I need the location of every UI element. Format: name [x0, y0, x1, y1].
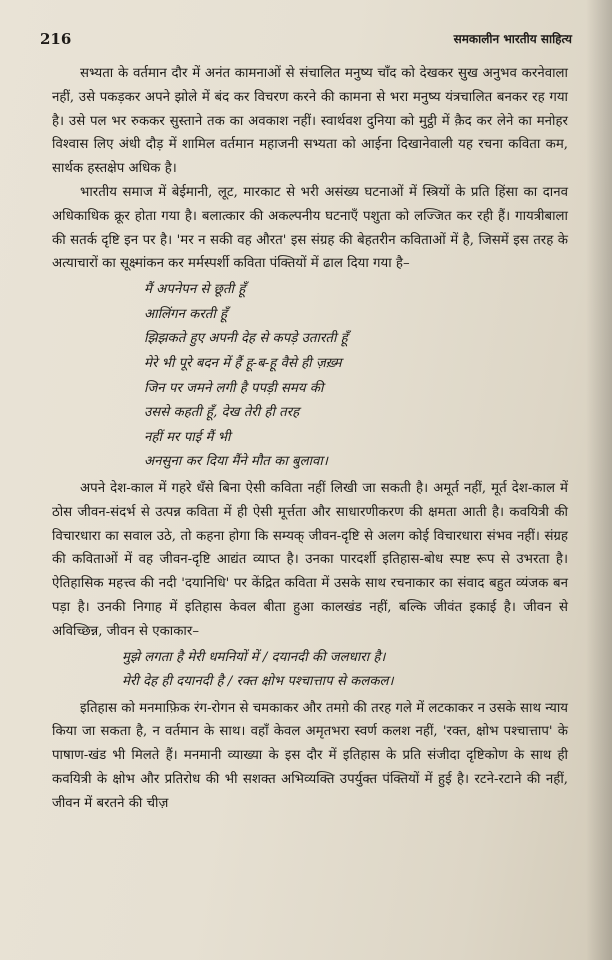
paragraph-1: सभ्यता के वर्तमान दौर में अनंत कामनाओं से संचालित मनुष्य चाँद को देखकर सुख अनुभव करनेवाला नहीं, उसे पकड़कर अपने झोले में बंद कर विचरण करने की कामना से भरा मनुष्य यंत्रचालित बनकर रह गया है। उसे पल भर रुककर सुस्ताने तक का अवकाश नहीं। स्वार्थवश दुनिया को मुट्ठी में क़ैद कर लेने का मनोहर विश्वास लिए अंधी दौड़ में शामिल वर्तमान महाजनी सभ्यता को आईना दिखानेवाली यह रचना कविता कम, सार्थक हस्तक्षेप अधिक है। [52, 66, 568, 177]
verse-line: जिन पर जमने लगी है पपड़ी समय की [144, 380, 324, 396]
verse-line: मेरे भी पूरे बदन में हैं हू-ब-हू वैसे ही ज़ख़्म [144, 355, 342, 371]
running-head: समकालीन भारतीय साहित्य [453, 32, 572, 46]
page-header [40, 30, 572, 54]
verse-block-2 [122, 646, 568, 695]
verse-line: मुझे लगता है मेरी धमनियों में / दयानदी की जलधारा है। [122, 649, 386, 665]
page-gutter-shadow [586, 0, 612, 960]
verse-line: झिझकते हुए अपनी देह से कपड़े उतारती हूँ [144, 331, 348, 347]
verse-line: नहीं मर पाई मैं भी [144, 429, 231, 445]
verse-line: आलिंगन करती हूँ [144, 306, 228, 322]
verse-line: उससे कहती हूँ, देख तेरी ही तरह [144, 405, 300, 421]
verse-line: अनसुना कर दिया मैंने मौत का बुलावा। [144, 454, 328, 470]
verse-block-1 [144, 278, 568, 475]
verse-line: मेरी देह ही दयानदी है / रक्त क्षोभ पश्चात्ताप से कलकल। [122, 674, 394, 690]
paragraph-4: इतिहास को मनमाफ़िक रंग-रोगन से चमकाकर और तमग़े की तरह गले में लटकाकर न उसके साथ न्याय किया जा सकता है, न वर्तमान के साथ। वहाँ केवल अमृतभरा स्वर्ण कलश नहीं, 'रक्त, क्षोभ पश्चात्ताप' के पाषाण-खंड भी मिलते हैं। मनमानी व्याख्या के इस दौर में इतिहास के प्रति संजीदा दृष्टिकोण के साथ ही कवयित्री के क्षोभ और प्रतिरोध की भी सशक्त अभिव्यक्ति उपर्युक्त पंक्तियों में हुई है। रटने-रटाने की नहीं, जीवन में बरतने की चीज़ [52, 700, 568, 811]
paragraph-3: अपने देश-काल में गहरे धँसे बिना ऐसी कविता नहीं लिखी जा सकती है। अमूर्त नहीं, मूर्त देश-काल में ठोस जीवन-संदर्भ से उत्पन्न कविता में ही ऐसी मूर्त्तता और साधारणीकरण की क्षमता आती है। कवयित्री की विचारधारा का सवाल उठे, तो कहना होगा कि सम्यक् जीवन-दृष्टि से अलग कोई विचारधारा संभव नहीं। संग्रह की कविताओं में वह जीवन-दृष्टि आद्यंत व्याप्त है। उनका पारदर्शी इतिहास-बोध स्पष्ट रूप से उभरता है। ऐतिहासिक महत्त्व की नदी 'दयानिधि' पर केंद्रित कविता में उसके साथ रचनाकार का संवाद बहुत व्यंजक बन पड़ा है। उनकी निगाह में इतिहास केवल बीता हुआ कालखंड नहीं, बल्कि जीवंत इकाई है। जीवन से अविच्छिन्न, जीवन से एकाकार– [52, 480, 568, 639]
page-body [52, 62, 568, 816]
verse-line: मैं अपनेपन से छूती हूँ [144, 282, 246, 298]
page-number: 216 [40, 30, 72, 48]
paragraph-2: भारतीय समाज में बेईमानी, लूट, मारकाट से भरी असंख्य घटनाओं में स्त्रियों के प्रति हिंसा का दानव अधिकाधिक क्रूर होता गया है। बलात्कार की अकल्पनीय घटनाएँ पशुता को लज्जित कर रही हैं। गायत्रीबाला की सतर्क दृष्टि इन पर है। 'मर न सकी वह औरत' इस संग्रह की बेहतरीन कविताओं में है, जिसमें इस तरह के अत्याचारों का सूक्ष्मांकन कर मर्मस्पर्शी कविता पंक्तियों में ढाल दिया गया है– [52, 184, 568, 272]
